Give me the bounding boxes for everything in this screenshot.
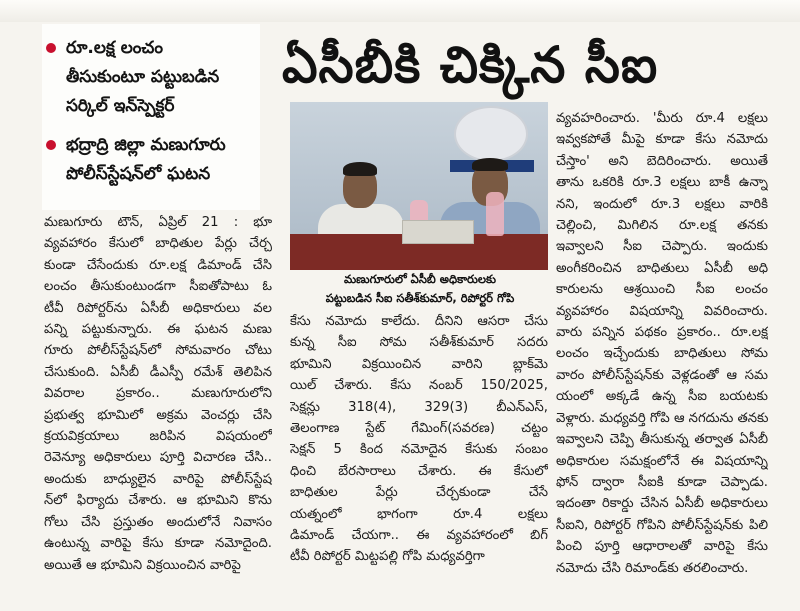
article-line: ఇవ్వకపోతే మీపై కూడా కేసు నమోదు	[556, 132, 768, 148]
article-line: సెక్షన్ 5 కింద నమోదైన కేసుకు సంబం	[290, 442, 548, 458]
highlight-1-line-2: తీసుకుంటూ పట్టుబడిన	[66, 67, 220, 87]
cash-bundle	[402, 220, 474, 244]
article-line: యత్నంలో భాగంగా రూ.4 లక్షలు	[290, 506, 548, 522]
article-line: వ్యవహారం కేసులో బాధితుల పేర్లు చేర్చ	[44, 236, 272, 252]
article-line: ఫోన్ ద్వారా సీఐకి కూడా చెప్పాడు.	[556, 474, 768, 490]
highlight-2-line-1: భద్రాద్రి జిల్లా మణుగూరు	[66, 135, 226, 155]
article-column-3	[556, 108, 768, 579]
photo-caption	[292, 270, 548, 308]
article-line: నమోదు చేసి రిమాండ్‌కు తరలించారు.	[556, 560, 749, 576]
article-line: లంచం ఇచ్చేందుకు బాధితులు సోమ	[556, 346, 768, 362]
article-line: సీఐని, రిపోర్టర్ గోపిని పోలీస్‌స్టేషన్‌కు పిలి	[556, 517, 768, 533]
bullet-icon	[46, 43, 56, 53]
top-strip	[0, 0, 800, 22]
news-photo	[290, 102, 548, 270]
article-line: రెవెన్యూ అధికారులు పూర్తి విచారణ చేసి..	[44, 450, 272, 466]
article-line: అంగీకరించిన బాధితులు ఏసీబీ అధి	[556, 260, 768, 276]
article-line: ఇవ్వాలని సీఐ చెప్పారు. ఇందుకు	[556, 239, 768, 255]
highlights-box	[42, 24, 260, 210]
article-line: పన్ని పట్టుకున్నారు. ఈ ఘటన మణు	[44, 322, 272, 338]
article-line: వ్యవహారం విషయాన్ని వివరించారు.	[556, 303, 768, 319]
hair-left	[343, 162, 377, 176]
article-line: చేసుకుంది. ఏసీబీ డీఎస్పీ రమేశ్ తెలిపిన	[44, 364, 272, 380]
bullet-icon	[46, 140, 56, 150]
bottle-icon	[486, 192, 504, 236]
article-line: అయితే ఆ భూమిని విక్రయించిన వారిపై	[44, 557, 241, 573]
article-line: ఇవ్వాలని చెప్పి తీసుకున్న తర్వాత ఏసీబీ	[556, 432, 768, 448]
article-line: కారులను ఆశ్రయించి సీఐ లంచం	[556, 282, 768, 298]
article-line: తాను ఒకరికి రూ.3 లక్షలు బాకీ ఉన్నా	[556, 175, 768, 191]
article-line: యిల్ చేశారు. కేసు నంబర్ 150/2025,	[290, 378, 548, 394]
article-line: ప్రభుత్వ భూమిలో అక్రమ వెంచర్లు చేసి	[44, 407, 272, 423]
caption-line-1: మణుగూరులో ఏసీబీ అధికారులకు	[343, 272, 496, 286]
article-line: డిమాండ్ చేయగా.. ఈ వ్యవహారంలో బిగ్	[290, 528, 548, 544]
article-line: బాధితుల పేర్లు చేర్చకుండా చేసే	[290, 485, 548, 501]
article-line: గోలు చేసి ప్రస్తుతం అందులోనే నివాసం	[44, 514, 272, 530]
article-column-2	[290, 311, 548, 568]
article-line: అందుకు బాధ్యులైన వారిపై పోలీస్‌స్టేష	[44, 471, 272, 487]
article-line: కేసు నమోదు కాలేదు. దీనిని ఆసరా చేసు	[290, 314, 548, 329]
article-line: వ్యవహరించారు. 'మీరు రూ.4 లక్షలు	[556, 111, 768, 126]
article-line: క్రయవిక్రయాలు జరిపిన విషయంలో	[44, 429, 272, 445]
article-line: వెళ్లారు. మధ్యవర్తి గోపి ఆ నగదును తనకు	[556, 410, 768, 426]
caption-line-2: పట్టుబడిన సీఐ సతీశ్‌కుమార్, రిపోర్టర్ గోపి	[325, 291, 515, 305]
article-line: టీవీ రిపోర్టర్ మిట్టపల్లి గోపి మధ్యవర్తిగా	[290, 549, 485, 565]
article-line: ఇదంతా రికార్డు చేసిన ఏసీబీ అధికారులు	[556, 496, 768, 512]
article-line: లంచం తీసుకుంటుండగా సీఐతోపాటు ఓ	[44, 279, 272, 295]
article-line: వివరాల ప్రకారం.. మణుగూరులోని	[44, 386, 272, 402]
hair-right	[472, 158, 508, 171]
article-line: యంలో అక్కడే ఉన్న సీఐ బయటకు	[556, 389, 768, 405]
article-line: చేస్తాం' అని బెదిరించారు. అయితే	[556, 153, 768, 169]
article-line: వారు పన్నిన పథకం ప్రకారం.. రూ.లక్ష	[556, 325, 768, 341]
article-line: సెక్షన్లు 318(4), 329(3) బీఎన్ఎస్,	[290, 399, 548, 415]
highlight-2-line-2: పోలీస్‌స్టేషన్‌లో ఘటన	[66, 164, 211, 184]
article-line: చెల్లించి, మిగిలిన రూ.లక్ష తనకు	[556, 218, 768, 234]
article-line: టీవీ రిపోర్టర్‌ను ఏసీబీ అధికారులు వల	[44, 300, 272, 316]
article-line: న్‌లో ఫిర్యాదు చేశారు. ఆ భూమిని కొను	[44, 493, 272, 509]
article-line: భూమిని విక్రయించిన వారిని బ్లాక్‌మె	[290, 356, 548, 372]
article-line: మణుగూరు టౌన్, ఏప్రిల్ 21 : భూ	[44, 215, 272, 230]
highlight-2	[46, 131, 260, 189]
highlight-1-line-3: సర్కిల్ ఇన్‌స్పెక్టర్	[66, 96, 175, 116]
article-line: నని, ఇందులో రూ.3 లక్షలు వారికి	[556, 196, 768, 212]
article-line: కున్న సీఐ సోమ సతీశ్‌కుమార్ సదరు	[290, 335, 548, 351]
headline: ఏసీబీకి చిక్కిన సీఐ	[282, 36, 659, 94]
article-line: ధించి బేరసారాలు చేశారు. ఈ కేసులో	[290, 463, 548, 479]
article-line: గూరు పోలీస్‌స్టేషన్‌లో సోమవారం చోటు	[44, 343, 272, 359]
highlight-1	[46, 34, 260, 121]
article-line: ఉంటున్న వారిపై కేసు కూడా నమోదైంది.	[44, 536, 272, 552]
article-line: పించి పూర్తి ఆధారాలతో వారిపై కేసు	[556, 539, 768, 555]
article-line: కుండా చేసేందుకు రూ.లక్ష డిమాండ్ చేసి	[44, 257, 272, 273]
article-column-1	[44, 212, 272, 576]
highlight-1-line-1: రూ.లక్ష లంచం	[66, 38, 163, 58]
article-line: అధికారుల సమక్షంలోనే ఈ విషయాన్ని	[556, 453, 768, 469]
article-line: వారం పోలీస్‌స్టేషన్‌కు వెళ్లడంతో ఆ సమ	[556, 367, 768, 383]
article-line: తెలంగాణ స్టేట్ గేమింగ్(సవరణ) చట్టం	[290, 421, 548, 437]
